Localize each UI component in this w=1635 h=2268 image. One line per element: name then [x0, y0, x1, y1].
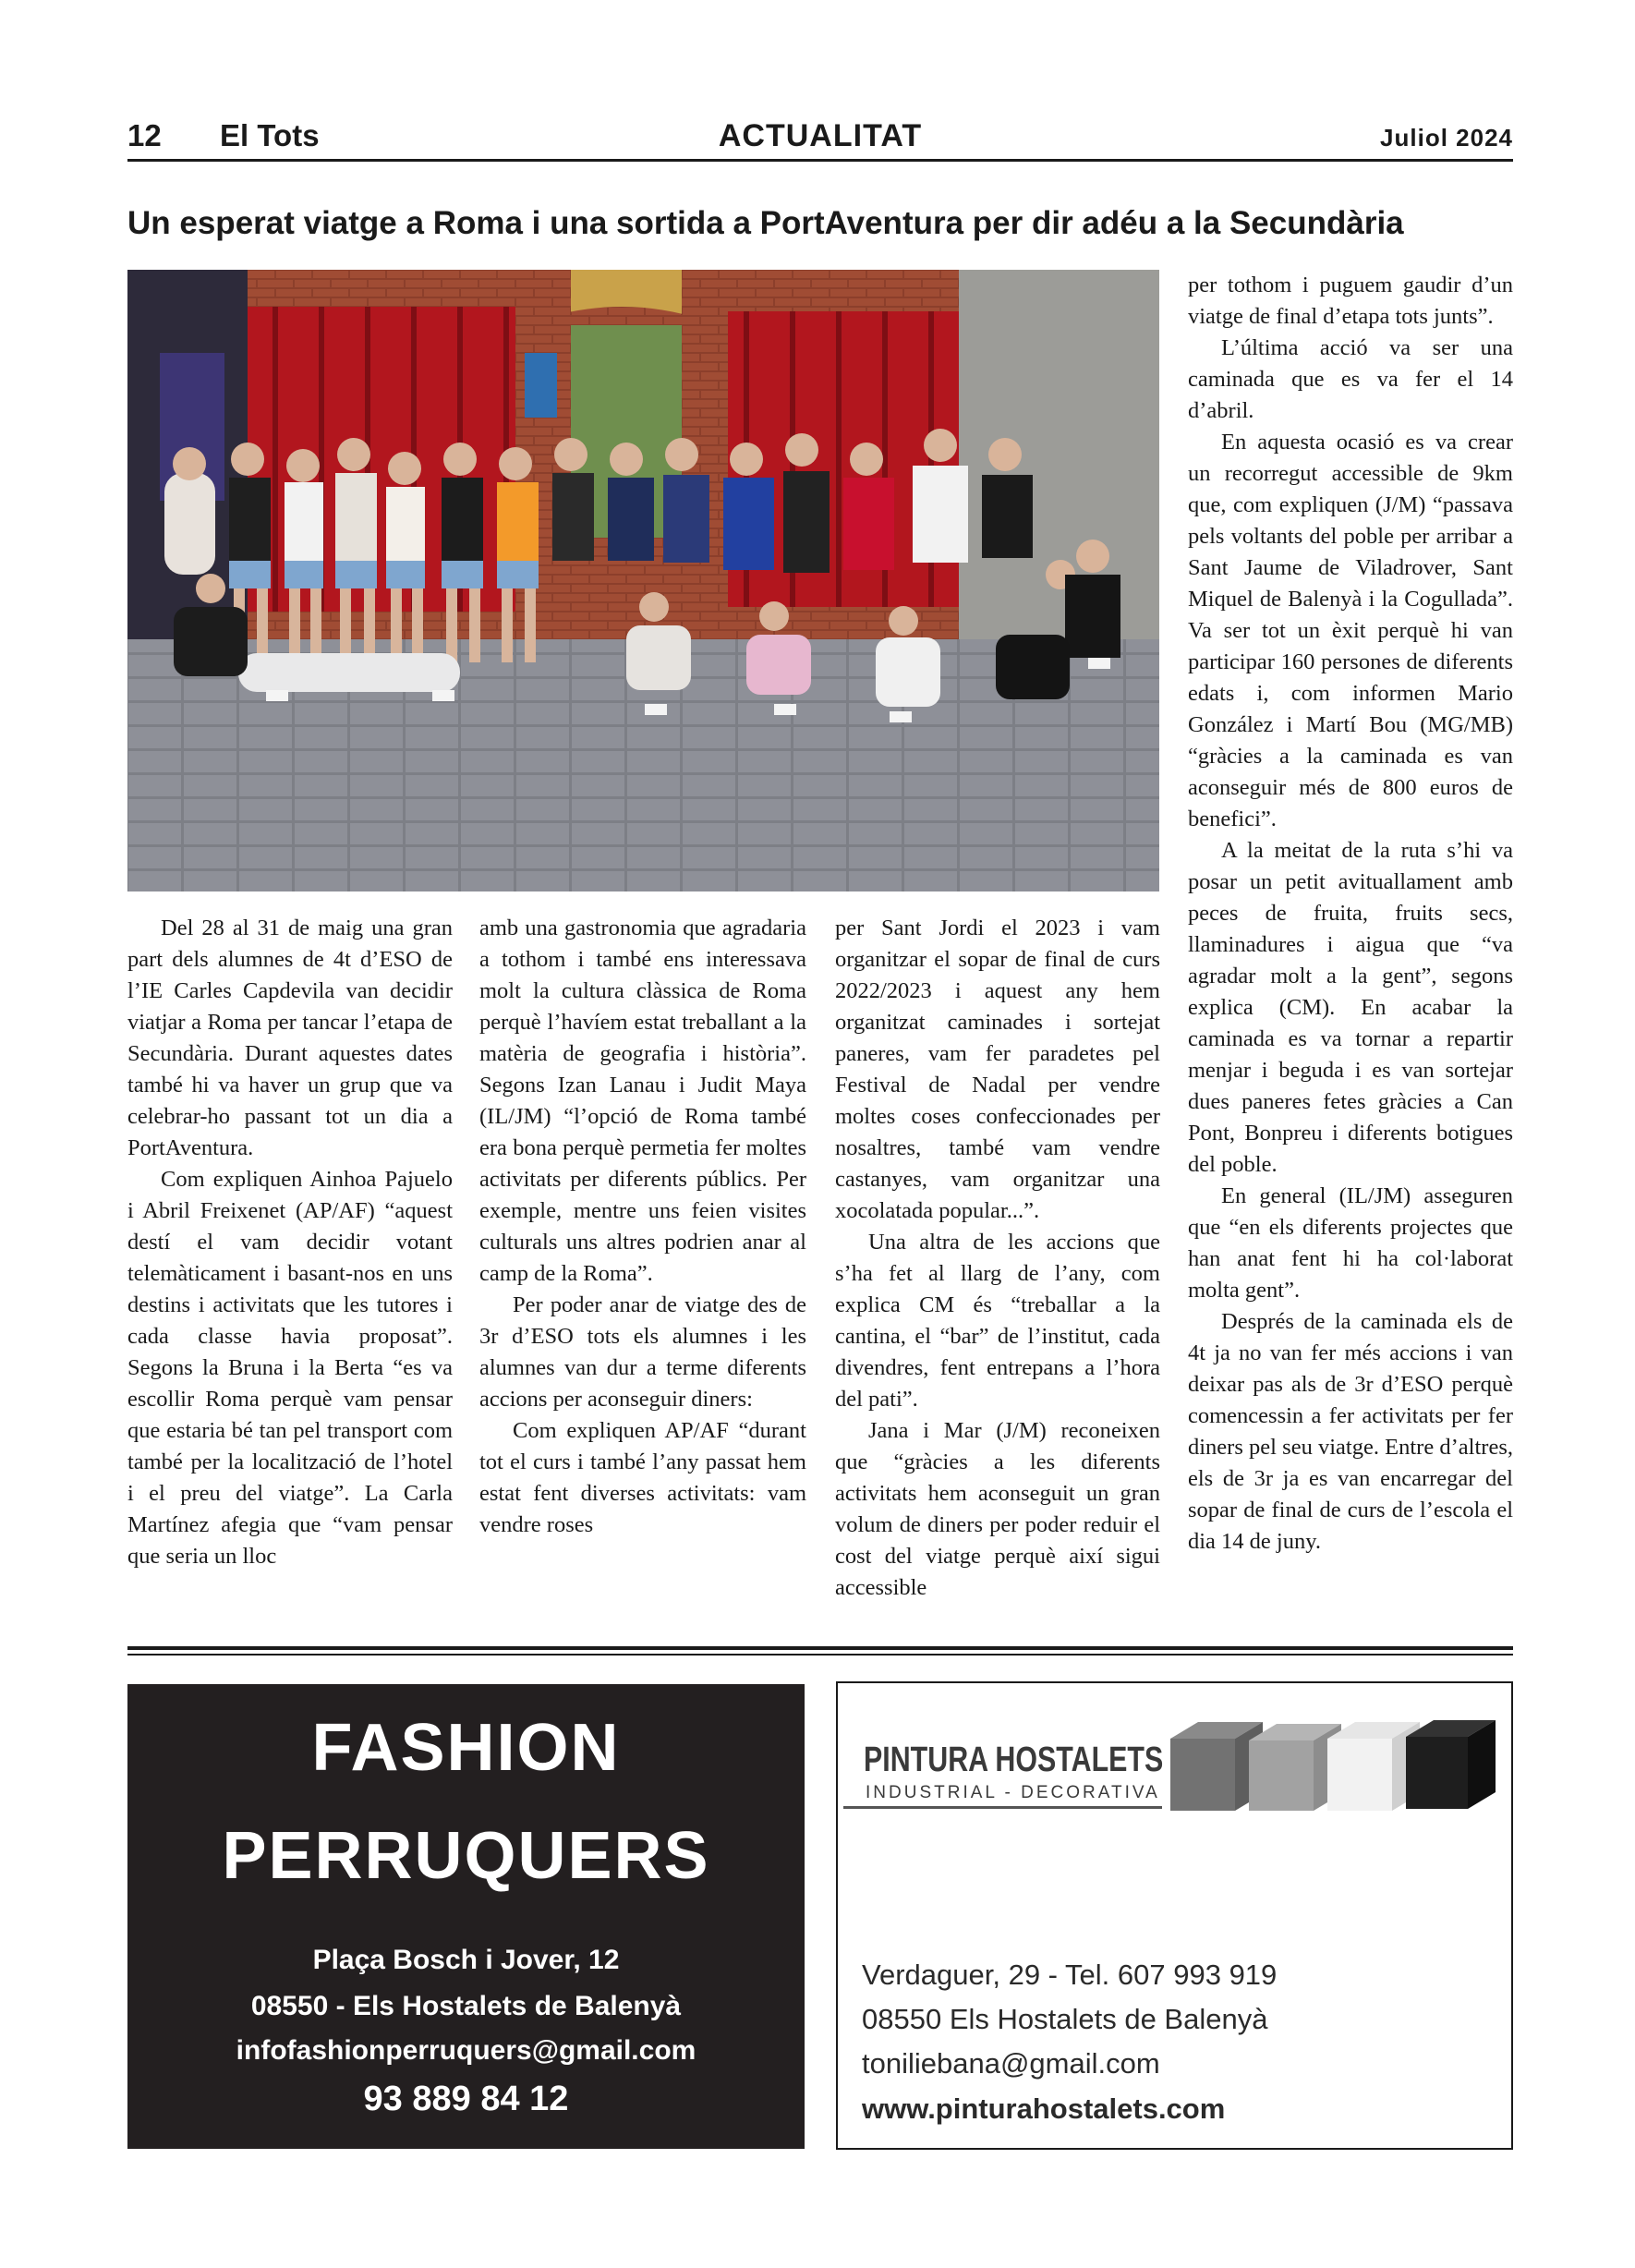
paragraph: Després de la caminada els de 4t ja no van fer més accions i van deixar pas als de 3r d’ESO perquè comencessin a fer activitats per fer diners pel seu viatge. Entre d’altres, els de 3r ja es van encarregar del sopar de final de curs de l’escola el dia 14 de juny. — [1188, 1309, 1513, 1554]
article-headline: Un esperat viatge a Roma i una sortida a PortAventura per dir adéu a la Secundària — [127, 205, 1404, 241]
ad-tagline: INDUSTRIAL - DECORATIVA — [866, 1783, 1160, 1802]
divider — [127, 1646, 1513, 1650]
section-title: ACTUALITAT — [718, 118, 923, 153]
group-photo — [127, 270, 1159, 891]
paragraph: En aquesta ocasió es va crear un recorregut accessible de 9km que, com expliquen (J/M) “passava pels voltants del poble per arribar a Sant Jaume de Viladrover, Sant Miquel de Balenyà i la Cogullada”. Va ser tot un èxit perquè hi van participar 160 persones de diferents edats i, com informen Mario González i Martí Bou (MG/MB) “gràcies a la caminada es van aconseguir més de 800 euros de benefici”. — [1188, 430, 1513, 831]
ad-pintura-hostalets — [836, 1681, 1513, 2150]
ad-town: 08550 - Els Hostalets de Balenyà — [250, 1991, 682, 2021]
paragraph: per tothom i puguem gaudir d’un viatge de final d’etapa tots junts”. — [1188, 273, 1513, 329]
ad-title-line2: PERRUQUERS — [222, 1819, 710, 1893]
page-number: 12 — [127, 118, 162, 152]
paragraph: Una altra de les accions que s’ha fet al llarg de l’any, com explica CM és “treballar a la cantina, el “bar” de l’institut, cada divendres, fent entrepans a l’hora del pati”. — [835, 1230, 1160, 1412]
paragraph: Com expliquen Ainhoa Pajuelo i Abril Freixenet (AP/AF) “aquest destí el vam decidir votant telemàticament i basant-nos en uns destins i activitats que les tutores i cada classe havia proposat”. Segons la Bruna i la Berta “es va escollir Roma perquè vam pensar que estaria bé tan pel transport com també per la localització de l’hotel i el preu del viatge”. La Carla Martínez afegia que “vam pensar que seria un lloc — [127, 1167, 453, 1569]
page-header — [127, 118, 1513, 164]
ad-phone: 93 889 84 12 — [363, 2080, 569, 2118]
ad-address: Plaça Bosch i Jover, 12 — [312, 1945, 620, 1975]
ad-title-line1: FASHION — [311, 1711, 621, 1785]
issue-date: Juliol 2024 — [1380, 124, 1513, 152]
ad-email: toniliebana@gmail.com — [862, 2047, 1160, 2080]
paragraph: amb una gastronomia que agradaria a tothom i també ens interessava molt la cultura clàssica de Roma perquè l’havíem estat treballant a la matèria de geografia i història”. Segons Izan Lanau i Judit Maya (IL/JM) “l’opció de Roma també era bona perquè permetia fer moltes activitats per diferents públics. Per exemple, mentre uns feien visites culturals uns altres podrien anar al camp de la Roma”. — [479, 916, 806, 1286]
divider — [843, 1806, 1162, 1809]
article-column-3 — [835, 913, 1160, 1604]
paint-cubes-logo — [1161, 1702, 1503, 1817]
divider — [127, 1654, 1513, 1656]
paragraph: Del 28 al 31 de maig una gran part dels alumnes de 4t d’ESO de l’IE Carles Capdevila van decidir viatjar a Roma per tancar l’etapa de Secundària. Durant aquestes dates també hi va haver un grup que va celebrar-ho passant tot un dia a PortAventura. — [127, 916, 453, 1160]
ad-town: 08550 Els Hostalets de Balenyà — [862, 2003, 1268, 2035]
paragraph: L’última acció va ser una caminada que es va fer el 14 d’abril. — [1188, 335, 1513, 423]
ad-address-phone: Verdaguer, 29 - Tel. 607 993 919 — [862, 1959, 1278, 1991]
ad-website: www.pinturahostalets.com — [862, 2092, 1226, 2125]
paragraph: per Sant Jordi el 2023 i vam organitzar el sopar de final de curs 2022/2023 i aquest any hem organitzat caminades i sortejat paneres, vam fer paradetes pel Festival de Nadal per vendre moltes coses confeccionades per nosaltres, també vam vendre castanyes, vam organitzar una xocolatada popular...”. — [835, 916, 1160, 1223]
paragraph: Per poder anar de viatge des de 3r d’ESO tots els alumnes i les alumnes van dur a terme diferents accions per aconseguir diners: — [479, 1292, 806, 1412]
article-column-4 — [1188, 270, 1513, 1558]
ad-brand: PINTURA HOSTALETS — [864, 1740, 1164, 1779]
ad-email: infofashionperruquers@gmail.com — [236, 2035, 696, 2066]
paragraph: Com expliquen AP/AF “durant tot el curs i també l’any passat hem estat fent diverses activitats: vam vendre roses — [479, 1418, 806, 1537]
article-column-1 — [127, 913, 453, 1572]
article-column-2 — [479, 913, 806, 1541]
paragraph: Jana i Mar (J/M) reconeixen que “gràcies a les diferents activitats hem aconseguit un gran volum de diners per poder reduir el cost del viatge perquè així sigui accessible — [835, 1418, 1160, 1600]
paragraph: A la meitat de la ruta s’hi va posar un petit avituallament amb peces de fruita, fruits secs, llaminadures i aigua que “va agradar molt a la gent”, segons explica (CM). En acabar la caminada es va tornar a repartir menjar i beguda i es van sortejar dues paneres fetes gràcies a Can Pont, Bonpreu i diferents botigues del poble. — [1188, 838, 1513, 1177]
ad-fashion-perruquers — [127, 1684, 805, 2149]
header-rule — [127, 159, 1513, 162]
publication-name: El Tots — [220, 118, 320, 152]
paragraph: En general (IL/JM) asseguren que “en els diferents projectes que han anat fent hi ha col·laborat molta gent”. — [1188, 1183, 1513, 1303]
